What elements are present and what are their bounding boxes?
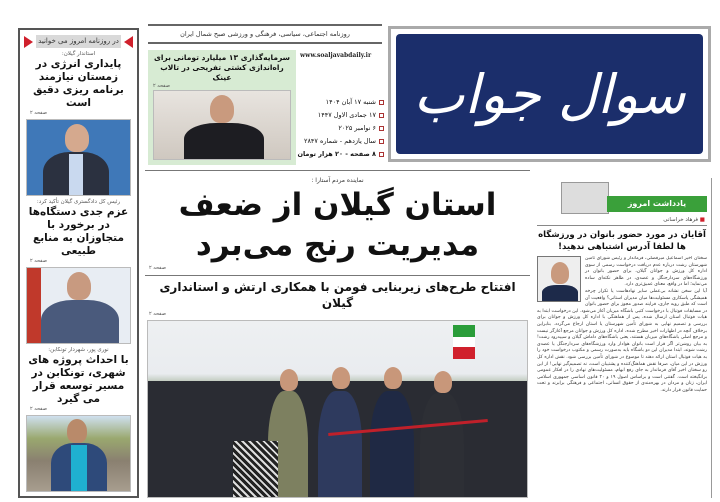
arrow-right-icon [124, 36, 133, 48]
author-photo [537, 256, 581, 302]
page-ref: صفحه ۲ [149, 311, 166, 317]
note-text [537, 256, 707, 498]
featured-photo [153, 90, 291, 160]
logo-text: سوال جواب [396, 34, 703, 154]
website-url[interactable]: www.soaljavabdaily.ir [300, 52, 372, 59]
main-kicker: نماینده مردم آستارا : [311, 177, 364, 184]
main-headline-line2[interactable]: مدیریت رنج می‌برد [195, 227, 480, 263]
page-ref: صفحه ۲ [149, 265, 166, 271]
sidebar-headline[interactable]: با احداث پروژه های شهری، تونکابن در مسیر توسعه قرار می گیرد [28, 354, 129, 405]
bullet-icon [379, 152, 384, 157]
note-body: آیا این سخن نشانه بی‌عملی سایر نهادهاست یا تکرار چرخه همیشگی پاسکاری مسئولیت‌ها میان مدیران استانی؟ واقعیت آن است که طبق رویه جاری، فرایند صدور مجوز برای حضور بانوان در مسابقات فوتبال با درخواست کتبی باشگاه میزبان آغاز می‌شود. این درخواست ابتدا به هیات فوتبال استان ارسال شده، پس از هماهنگی با اداره کل ورزش و جوانان برای بررسی و تصمیم نهایی به شورای تأمین شهرستان یا استان ارجاع می‌گردد. بنابراین برخلاف آنچه در اظهارات اخیر مطرح شده، اداره کل ورزش و جوانان مرجع آغازگر نیست و مرجع اصلی باشگاه‌های میزبان هستند، یعنی باشگاه‌های داماش گیلان و سپیدرود رشت! به بیان روشن‌تر اگر قرار است بانوان هوادار وارد ورزشگاه‌های سردارجنگل یا عضدی رشت شوند، ابتدا مدیران این دو باشگاه باید به‌صورت رسمی و مکتوب درخواست خود را به هیات فوتبال استان ارائه دهند تا موضوع در شورای تأمین بررسی شود. نقش اداره کل ورزش در این میان، صرفا نقش هماهنگ‌کننده و پشتیبان است، نه تصمیم‌گیر نهایی! از این رو سخنان اخیر آقای فرماندار به جای رفع ابهام، مسئولیت‌های نهادی را در افکار عمومی برانگیخته است. گفتنی است و براساس اصول ۱۹ و ۲۰ قانون اساسی جمهوری اسلامی ایران، زنان و مردان در بهره‌مندی از حقوق انسانی، اجتماعی و فرهنگی برابرند و تحت حمایت قانون قرار دارند. [537, 288, 707, 393]
bullet-icon [379, 113, 384, 118]
price: ۸ صفحه - ۲۰ هزار تومان [297, 150, 376, 158]
sidebar-kicker: استاندار گیلان: [61, 51, 96, 57]
sidebar-kicker: رئیس کل دادگستری گیلان تأکید کرد: [36, 199, 121, 205]
governor-photo [26, 119, 131, 196]
sidebar-item[interactable] [24, 346, 133, 413]
page-ref: صفحه ۲ [153, 83, 170, 89]
ribbon-cutting-photo [147, 320, 528, 498]
sidebar-header [24, 35, 133, 48]
main-headline[interactable] [145, 185, 530, 265]
divider [145, 170, 530, 171]
sidebar-in-today [18, 28, 139, 498]
issue-number: سال یازدهم - شماره ۲۸۴۷ [303, 137, 376, 145]
page-ref: صفحه ۲ [30, 406, 47, 412]
sidebar-item[interactable] [24, 50, 133, 117]
sidebar-item[interactable] [24, 198, 133, 265]
main-headline-line1[interactable]: استان گیلان از ضعف [178, 187, 497, 223]
bullet-icon [379, 126, 384, 131]
divider [145, 275, 530, 276]
bullet-icon [379, 100, 384, 105]
bullet-icon [379, 139, 384, 144]
mayor-photo [26, 415, 131, 492]
main-story [145, 170, 530, 498]
sidebar-headline[interactable]: عزم جدی دستگاه‌ها در برخورد با متجاوزان به منابع طبیعی [28, 206, 129, 257]
sub-headline[interactable]: افتتاح طرح‌های زیربنایی فومن با همکاری ارتش و استانداری گیلان [159, 280, 516, 310]
author-name: ■ فرهاد خراسانی [537, 216, 707, 225]
sidebar-header-label: در روزنامه امروز می خوانید [36, 35, 121, 48]
date-shamsi: شنبه ۱۷ آبان ۱۴۰۴ [325, 98, 376, 106]
note-header [537, 182, 707, 216]
featured-headline[interactable]: سرمایه‌گذاری ۱۳ میلیارد تومانی برای راه‌اندازی کشتی تفریحی در تالاب عینک [153, 53, 291, 82]
tagline: روزنامه اجتماعی، سیاسی، فرهنگی و ورزشی صبح شمال ایران [148, 24, 382, 44]
judiciary-chief-photo [26, 267, 131, 344]
newspaper-logo [388, 26, 711, 162]
issue-info [297, 96, 384, 161]
featured-story-box[interactable] [148, 50, 296, 165]
date-hijri: ۱۷ جمادی الاول ۱۴۴۷ [317, 111, 376, 119]
sidebar-kicker: نوری پور، شهردار تونکابن: [48, 347, 109, 353]
note-body-intro: سخنان اخیر اسماعیل میرفضلی، فرماندار و رئیس شورای تأمین شهرستان رشت درباره عدم دریافت درخواست رسمی از سوی اداره کل ورزش و جوانان گیلان، برای حضور بانوان در ورزشگاه‌های سردارجنگل و عضدی، در ظاهر نکته‌ای ساده می‌نماید؛ اما در واقع، معنای عمیق‌تری دارد. [585, 256, 707, 288]
writing-hand-image [561, 182, 609, 214]
section-label: یادداشت امروز [607, 196, 707, 212]
sidebar-headline[interactable]: پایداری انرژی در زمستان نیازمند برنامه ریزی دقیق است [33, 58, 124, 109]
today-note-column [535, 178, 712, 498]
arrow-left-icon [24, 36, 33, 48]
page-ref: صفحه ۲ [30, 110, 47, 116]
page-ref: صفحه ۲ [30, 258, 47, 264]
note-headline[interactable]: آقایان در مورد حضور بانوان در ورزشگاه ها لطفا آدرس اشتباهی ندهید! [537, 225, 707, 253]
date-gregorian: ۶ نوامبر ۲۰۲۵ [338, 124, 376, 132]
